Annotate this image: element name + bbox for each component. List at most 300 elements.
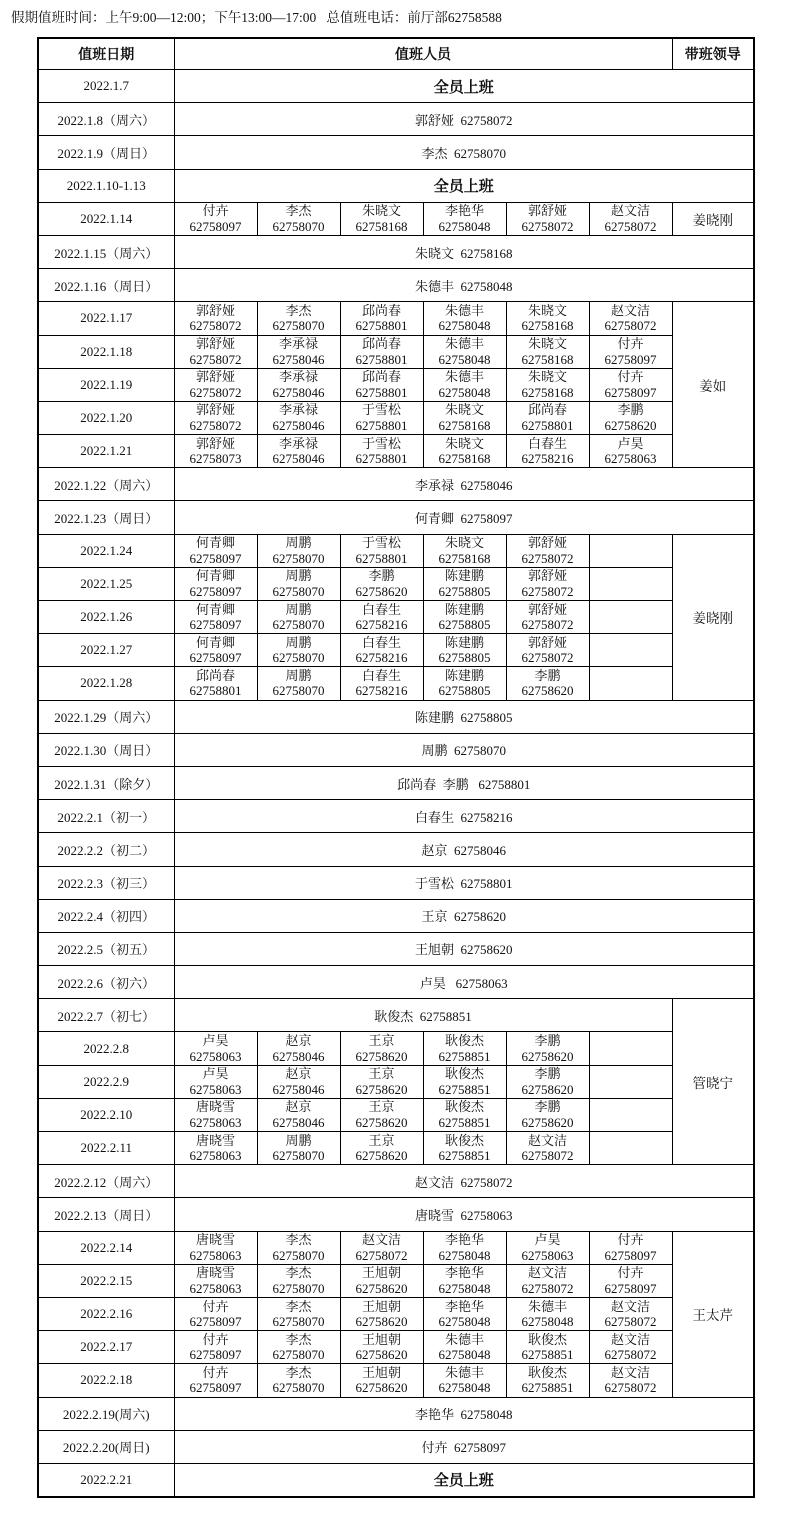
date-cell: 2022.1.23（周日） xyxy=(38,501,174,534)
staff-phone: 62758048 xyxy=(521,1314,574,1330)
staff-phone: 62758851 xyxy=(521,1380,574,1396)
staff-phone: 62758851 xyxy=(438,1114,491,1130)
staff-phone: 62758072 xyxy=(189,384,242,400)
staff-cell xyxy=(340,1264,423,1297)
staff-name: 李承禄 xyxy=(278,435,318,451)
staff-phone: 62758070 xyxy=(272,1380,325,1396)
roster-row xyxy=(38,269,754,302)
staff-cell xyxy=(174,1098,257,1131)
staff-name: 李鹏 xyxy=(534,1033,561,1049)
staff-name: 王旭朝 xyxy=(361,1364,401,1380)
staff-name: 耿俊杰 xyxy=(527,1364,567,1380)
staff-cell xyxy=(257,634,340,667)
roster-row xyxy=(38,1032,754,1065)
staff-name: 王京 xyxy=(368,1066,395,1082)
roster-row xyxy=(38,1430,754,1463)
staff-cell xyxy=(174,368,257,401)
leader-cell: 王太芹 xyxy=(672,1231,754,1397)
staff-phone: 62758851 xyxy=(438,1148,491,1164)
staff-cell xyxy=(257,1032,340,1065)
staff-name: 李鹏 xyxy=(368,568,395,584)
staff-phone: 62758620 xyxy=(604,417,657,433)
staff-name: 耿俊杰 xyxy=(527,1331,567,1347)
staff-phone: 62758097 xyxy=(189,1347,242,1363)
staff-name: 耿俊杰 xyxy=(444,1132,484,1148)
staff-name: 朱晓文 xyxy=(361,203,401,219)
staff-name: 李杰 xyxy=(285,1364,312,1380)
staff-phone: 62758072 xyxy=(604,1314,657,1330)
staff-cell xyxy=(174,1065,257,1098)
staff-cell xyxy=(340,534,423,567)
staff-cell xyxy=(589,335,672,368)
roster-row xyxy=(38,501,754,534)
staff-name: 李杰 xyxy=(285,1331,312,1347)
date-cell: 2022.2.7（初七） xyxy=(38,999,174,1032)
date-cell: 2022.1.19 xyxy=(38,368,174,401)
staff-phone: 62758072 xyxy=(521,218,574,234)
staff-phone: 62758063 xyxy=(189,1048,242,1064)
roster-row xyxy=(38,1132,754,1165)
staff-name: 付卉 xyxy=(202,1364,229,1380)
staff-phone: 62758070 xyxy=(272,550,325,566)
staff-name: 白春生 xyxy=(361,601,401,617)
staff-name: 何青卿 xyxy=(195,634,235,650)
staff-name: 郭舒娅 xyxy=(195,402,235,418)
date-cell: 2022.2.18 xyxy=(38,1364,174,1397)
staff-phone: 62758620 xyxy=(521,1048,574,1064)
staff-cell xyxy=(506,368,589,401)
staff-phone: 62758805 xyxy=(438,617,491,633)
duty-person-cell: 王京 62758620 xyxy=(174,899,754,932)
staff-phone: 62758216 xyxy=(355,617,408,633)
duty-person-cell: 赵文洁 62758072 xyxy=(174,1165,754,1198)
staff-cell xyxy=(506,1364,589,1397)
staff-phone: 62758620 xyxy=(355,1314,408,1330)
roster-row xyxy=(38,999,754,1032)
staff-cell xyxy=(257,534,340,567)
staff-name: 李杰 xyxy=(285,1232,312,1248)
staff-name: 陈建鹏 xyxy=(444,601,484,617)
duty-roster-table xyxy=(37,37,755,1498)
staff-cell xyxy=(340,667,423,700)
staff-phone: 62758048 xyxy=(438,1380,491,1396)
roster-row xyxy=(38,866,754,899)
staff-name: 朱晓文 xyxy=(444,535,484,551)
date-cell: 2022.1.8（周六） xyxy=(38,103,174,136)
roster-row xyxy=(38,1198,754,1231)
leader-cell: 姜晓刚 xyxy=(672,202,754,235)
staff-name: 付卉 xyxy=(202,1298,229,1314)
staff-phone: 62758046 xyxy=(272,1081,325,1097)
staff-phone: 62758046 xyxy=(272,384,325,400)
staff-phone: 62758168 xyxy=(438,451,491,467)
date-cell: 2022.2.16 xyxy=(38,1297,174,1330)
staff-cell xyxy=(174,202,257,235)
staff-cell xyxy=(257,1231,340,1264)
staff-name: 朱德丰 xyxy=(444,1364,484,1380)
staff-cell xyxy=(423,1297,506,1330)
staff-cell xyxy=(174,401,257,434)
staff-phone: 62758048 xyxy=(438,1280,491,1296)
staff-name: 郭舒娅 xyxy=(195,302,235,318)
staff-cell xyxy=(589,601,672,634)
staff-cell xyxy=(423,435,506,468)
date-cell: 2022.2.15 xyxy=(38,1264,174,1297)
duty-person-cell: 郭舒娅 62758072 xyxy=(174,103,754,136)
staff-cell xyxy=(589,368,672,401)
staff-cell xyxy=(257,401,340,434)
staff-name: 郭舒娅 xyxy=(527,535,567,551)
date-cell: 2022.2.12（周六） xyxy=(38,1165,174,1198)
roster-row xyxy=(38,1065,754,1098)
staff-cell xyxy=(423,667,506,700)
staff-name: 周鹏 xyxy=(285,667,312,683)
staff-cell xyxy=(340,335,423,368)
duty-hours-note: 假期值班时间：上午9:00—12:00；下午13:00—17:00 总值班电话：前厅部62758588 xyxy=(11,10,502,25)
staff-phone: 62758072 xyxy=(604,1347,657,1363)
staff-phone: 62758063 xyxy=(521,1247,574,1263)
staff-phone: 62758046 xyxy=(272,417,325,433)
staff-name: 赵文洁 xyxy=(610,203,650,219)
staff-phone: 62758851 xyxy=(438,1048,491,1064)
staff-cell xyxy=(589,1098,672,1131)
staff-cell xyxy=(340,401,423,434)
staff-name: 朱晓文 xyxy=(444,435,484,451)
date-cell: 2022.1.10-1.13 xyxy=(38,169,174,202)
date-cell: 2022.1.18 xyxy=(38,335,174,368)
staff-cell xyxy=(423,601,506,634)
staff-cell xyxy=(423,202,506,235)
staff-name: 赵京 xyxy=(285,1066,312,1082)
duty-person-cell: 邱尚春 李鹏 62758801 xyxy=(174,766,754,799)
roster-row xyxy=(38,169,754,202)
staff-phone: 62758048 xyxy=(438,318,491,334)
duty-person-cell: 李艳华 62758048 xyxy=(174,1397,754,1430)
staff-name: 赵文洁 xyxy=(610,302,650,318)
staff-phone: 62758072 xyxy=(189,351,242,367)
staff-phone: 62758046 xyxy=(272,1048,325,1064)
staff-cell xyxy=(506,1264,589,1297)
roster-row xyxy=(38,534,754,567)
staff-cell xyxy=(257,202,340,235)
date-cell: 2022.2.5（初五） xyxy=(38,932,174,965)
staff-phone: 62758072 xyxy=(521,1280,574,1296)
date-cell: 2022.1.21 xyxy=(38,435,174,468)
staff-cell xyxy=(257,1331,340,1364)
date-cell: 2022.2.17 xyxy=(38,1331,174,1364)
date-cell: 2022.1.7 xyxy=(38,70,174,103)
date-cell: 2022.2.14 xyxy=(38,1231,174,1264)
roster-row xyxy=(38,634,754,667)
staff-cell xyxy=(506,302,589,335)
staff-cell xyxy=(506,634,589,667)
staff-cell xyxy=(423,1364,506,1397)
staff-name: 郭舒娅 xyxy=(195,336,235,352)
staff-phone: 62758801 xyxy=(355,384,408,400)
staff-phone: 62758216 xyxy=(355,683,408,699)
staff-cell xyxy=(174,1132,257,1165)
staff-phone: 62758070 xyxy=(272,683,325,699)
staff-cell xyxy=(423,534,506,567)
staff-cell xyxy=(257,1065,340,1098)
staff-cell xyxy=(423,567,506,600)
date-cell: 2022.2.10 xyxy=(38,1098,174,1131)
staff-name: 邱尚春 xyxy=(527,402,567,418)
staff-name: 赵文洁 xyxy=(527,1132,567,1148)
staff-phone: 62758168 xyxy=(438,417,491,433)
staff-phone: 62758097 xyxy=(189,583,242,599)
staff-name: 李鹏 xyxy=(534,667,561,683)
staff-name: 白春生 xyxy=(361,634,401,650)
date-cell: 2022.2.6（初六） xyxy=(38,966,174,999)
staff-name: 周鹏 xyxy=(285,1132,312,1148)
staff-name: 赵文洁 xyxy=(610,1331,650,1347)
staff-name: 邱尚春 xyxy=(361,336,401,352)
roster-row xyxy=(38,1331,754,1364)
staff-phone: 62758620 xyxy=(355,1081,408,1097)
staff-phone: 62758070 xyxy=(272,1347,325,1363)
staff-phone: 62758072 xyxy=(604,1380,657,1396)
staff-name: 朱德丰 xyxy=(444,1331,484,1347)
staff-phone: 62758801 xyxy=(189,683,242,699)
staff-phone: 62758072 xyxy=(521,550,574,566)
roster-row xyxy=(38,766,754,799)
staff-cell xyxy=(506,335,589,368)
staff-cell xyxy=(257,435,340,468)
all-staff-cell: 全员上班 xyxy=(174,70,754,103)
staff-cell xyxy=(589,1364,672,1397)
staff-name: 唐晓雪 xyxy=(195,1132,235,1148)
leader-column-header: 带班领导 xyxy=(672,38,754,70)
roster-row xyxy=(38,368,754,401)
duty-person-cell: 赵京 62758046 xyxy=(174,833,754,866)
roster-row xyxy=(38,700,754,733)
staff-phone: 62758072 xyxy=(355,1247,408,1263)
roster-row xyxy=(38,966,754,999)
staff-cell xyxy=(174,1032,257,1065)
staff-cell xyxy=(340,1098,423,1131)
staff-cell xyxy=(174,1331,257,1364)
staff-phone: 62758620 xyxy=(521,1114,574,1130)
staff-name: 陈建鹏 xyxy=(444,568,484,584)
staff-cell xyxy=(340,435,423,468)
date-cell: 2022.2.1（初一） xyxy=(38,800,174,833)
staff-name: 郭舒娅 xyxy=(527,634,567,650)
staff-phone: 62758070 xyxy=(272,617,325,633)
staff-phone: 62758168 xyxy=(438,550,491,566)
staff-phone: 62758620 xyxy=(355,1380,408,1396)
staff-name: 朱晓文 xyxy=(527,369,567,385)
date-cell: 2022.1.28 xyxy=(38,667,174,700)
staff-cell xyxy=(257,1297,340,1330)
staff-phone: 62758048 xyxy=(438,1247,491,1263)
staff-name: 李杰 xyxy=(285,1298,312,1314)
roster-row xyxy=(38,601,754,634)
staff-phone: 62758620 xyxy=(355,1280,408,1296)
roster-row xyxy=(38,468,754,501)
date-cell: 2022.2.21 xyxy=(38,1463,174,1496)
staff-name: 朱德丰 xyxy=(444,369,484,385)
staff-phone: 62758046 xyxy=(272,451,325,467)
staff-phone: 62758168 xyxy=(521,351,574,367)
duty-person-cell: 何青卿 62758097 xyxy=(174,501,754,534)
staff-cell xyxy=(174,534,257,567)
staff-name: 耿俊杰 xyxy=(444,1099,484,1115)
staff-phone: 62758097 xyxy=(189,1380,242,1396)
staff-cell xyxy=(589,302,672,335)
staff-name: 付卉 xyxy=(617,336,644,352)
date-cell: 2022.1.20 xyxy=(38,401,174,434)
staff-name: 郭舒娅 xyxy=(527,203,567,219)
date-cell: 2022.1.30（周日） xyxy=(38,733,174,766)
staff-name: 唐晓雪 xyxy=(195,1232,235,1248)
roster-row xyxy=(38,1231,754,1264)
staff-cell xyxy=(257,302,340,335)
staff-name: 李鹏 xyxy=(534,1099,561,1115)
staff-phone: 62758097 xyxy=(604,1247,657,1263)
staff-name: 朱德丰 xyxy=(527,1298,567,1314)
staff-name: 赵京 xyxy=(285,1099,312,1115)
staff-cell xyxy=(257,368,340,401)
staff-phone: 62758801 xyxy=(355,351,408,367)
staff-cell xyxy=(174,634,257,667)
staff-name: 付卉 xyxy=(617,1265,644,1281)
staff-cell xyxy=(340,1364,423,1397)
roster-row xyxy=(38,1165,754,1198)
staff-cell xyxy=(506,1032,589,1065)
duty-person-cell: 陈建鹏 62758805 xyxy=(174,700,754,733)
staff-cell xyxy=(257,335,340,368)
leader-cell: 管晓宁 xyxy=(672,999,754,1165)
roster-row xyxy=(38,302,754,335)
duty-person-cell: 耿俊杰 62758851 xyxy=(174,999,672,1032)
staff-cell xyxy=(257,1264,340,1297)
staff-cell xyxy=(423,1264,506,1297)
staff-name: 王旭朝 xyxy=(361,1331,401,1347)
staff-cell xyxy=(423,1132,506,1165)
roster-row xyxy=(38,1297,754,1330)
date-cell: 2022.1.25 xyxy=(38,567,174,600)
staff-phone: 62758805 xyxy=(438,683,491,699)
staff-phone: 62758063 xyxy=(189,1081,242,1097)
staff-name: 郭舒娅 xyxy=(527,601,567,617)
date-cell: 2022.2.4（初四） xyxy=(38,899,174,932)
staff-name: 付卉 xyxy=(202,203,229,219)
staff-cell xyxy=(506,1065,589,1098)
staff-phone: 62758070 xyxy=(272,318,325,334)
staff-name: 李承禄 xyxy=(278,336,318,352)
staff-cell xyxy=(423,1098,506,1131)
staff-phone: 62758072 xyxy=(604,218,657,234)
staff-cell xyxy=(257,667,340,700)
staff-cell xyxy=(340,634,423,667)
staff-name: 周鹏 xyxy=(285,568,312,584)
staff-cell xyxy=(423,1231,506,1264)
staff-phone: 62758070 xyxy=(272,1247,325,1263)
staff-name: 卢昊 xyxy=(202,1033,229,1049)
roster-row xyxy=(38,567,754,600)
staff-cell xyxy=(174,435,257,468)
roster-row xyxy=(38,103,754,136)
staff-cell xyxy=(257,1132,340,1165)
staff-name: 朱德丰 xyxy=(444,336,484,352)
staff-cell xyxy=(506,1132,589,1165)
staff-name: 李艳华 xyxy=(444,1232,484,1248)
staff-cell xyxy=(340,1231,423,1264)
staff-cell xyxy=(174,601,257,634)
staff-cell xyxy=(589,401,672,434)
duty-person-cell: 王旭朝 62758620 xyxy=(174,932,754,965)
staff-name: 于雪松 xyxy=(361,435,401,451)
staff-name: 赵文洁 xyxy=(361,1232,401,1248)
all-staff-cell: 全员上班 xyxy=(174,1463,754,1496)
staff-phone: 62758805 xyxy=(438,583,491,599)
staff-name: 朱晓文 xyxy=(527,336,567,352)
staff-phone: 62758070 xyxy=(272,583,325,599)
leader-cell: 姜如 xyxy=(672,302,754,468)
staff-name: 朱德丰 xyxy=(444,302,484,318)
staff-phone: 62758072 xyxy=(521,617,574,633)
staff-phone: 62758063 xyxy=(189,1114,242,1130)
staff-phone: 62758072 xyxy=(189,318,242,334)
date-cell: 2022.2.20(周日) xyxy=(38,1430,174,1463)
staff-cell xyxy=(506,667,589,700)
roster-row xyxy=(38,667,754,700)
staff-name: 朱晓文 xyxy=(527,302,567,318)
staff-name: 王京 xyxy=(368,1033,395,1049)
roster-row xyxy=(38,1364,754,1397)
staff-cell xyxy=(423,302,506,335)
duty-person-cell: 朱晓文 62758168 xyxy=(174,235,754,268)
staff-cell xyxy=(589,667,672,700)
staff-phone: 62758046 xyxy=(272,1114,325,1130)
staff-cell xyxy=(423,1331,506,1364)
staff-name: 于雪松 xyxy=(361,402,401,418)
staff-name: 卢昊 xyxy=(534,1232,561,1248)
staff-phone: 62758620 xyxy=(355,1114,408,1130)
staff-phone: 62758063 xyxy=(189,1148,242,1164)
date-cell: 2022.1.15（周六） xyxy=(38,235,174,268)
staff-name: 白春生 xyxy=(527,435,567,451)
staff-phone: 62758801 xyxy=(355,451,408,467)
date-cell: 2022.1.31（除夕） xyxy=(38,766,174,799)
roster-body xyxy=(38,70,754,1497)
staff-column-header: 值班人员 xyxy=(174,38,672,70)
staff-phone: 62758801 xyxy=(355,417,408,433)
staff-phone: 62758168 xyxy=(521,318,574,334)
date-cell: 2022.2.8 xyxy=(38,1032,174,1065)
staff-name: 卢昊 xyxy=(202,1066,229,1082)
roster-row xyxy=(38,202,754,235)
staff-phone: 62758168 xyxy=(521,384,574,400)
staff-name: 周鹏 xyxy=(285,601,312,617)
staff-name: 王京 xyxy=(368,1099,395,1115)
staff-phone: 62758620 xyxy=(355,1148,408,1164)
staff-cell xyxy=(340,1032,423,1065)
roster-row xyxy=(38,1397,754,1430)
staff-cell xyxy=(506,534,589,567)
staff-name: 李鹏 xyxy=(617,402,644,418)
roster-row xyxy=(38,899,754,932)
staff-name: 郭舒娅 xyxy=(195,435,235,451)
staff-phone: 62758072 xyxy=(521,583,574,599)
staff-phone: 62758097 xyxy=(189,218,242,234)
staff-cell xyxy=(506,1331,589,1364)
roster-row xyxy=(38,401,754,434)
roster-row xyxy=(38,1098,754,1131)
staff-phone: 62758097 xyxy=(604,384,657,400)
staff-cell xyxy=(340,1065,423,1098)
